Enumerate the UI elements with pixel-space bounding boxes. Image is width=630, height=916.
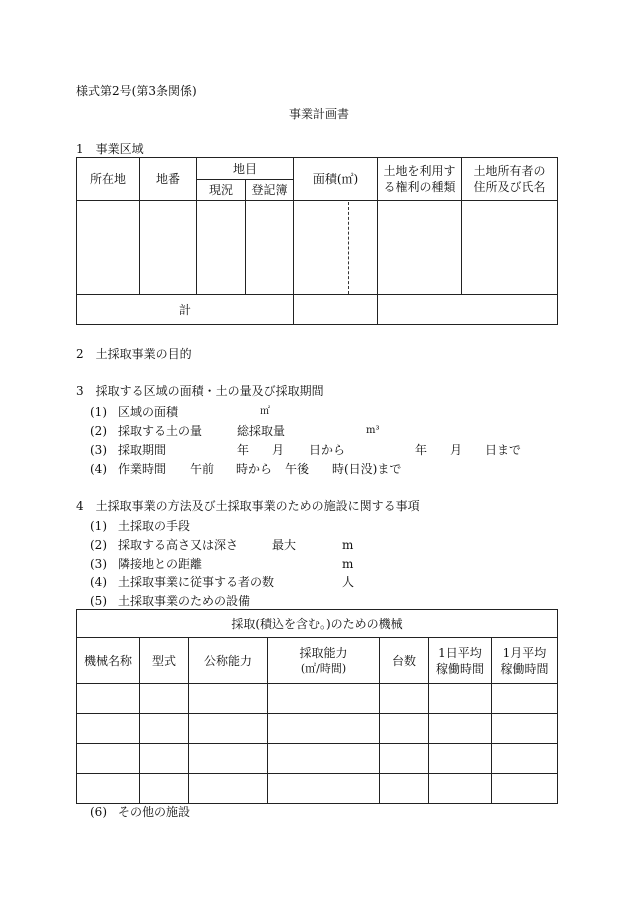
- cell-total-other[interactable]: [378, 295, 558, 325]
- s4-item4-unit: 人: [342, 575, 355, 589]
- table-cell[interactable]: [77, 714, 140, 744]
- table-cell[interactable]: [140, 774, 189, 804]
- cell-current[interactable]: [197, 201, 246, 295]
- table-cell[interactable]: [140, 684, 189, 714]
- table-cell[interactable]: [140, 744, 189, 774]
- machinery-caption: 採取(積込を含む。)のための機械: [77, 610, 558, 638]
- s3-item1-unit: ㎡: [260, 406, 270, 417]
- section3-heading: 3 採取する区域の面積・土の量及び採取期間: [76, 384, 324, 398]
- header-monthly-hours-line2: 稼働時間: [500, 661, 549, 676]
- s3-item4-num: (4): [90, 462, 107, 476]
- s4-item5-label: 土採取事業のための設備: [118, 594, 251, 608]
- s4-item5-num: (5): [90, 594, 107, 608]
- header-extraction-capacity-line2: (㎡/時間): [300, 661, 347, 675]
- s3-item1-label: 区域の面積: [118, 405, 179, 419]
- form-number: 様式第2号(第3条関係): [76, 84, 197, 98]
- header-extraction-capacity-line1: 採取能力: [299, 645, 348, 660]
- table-cell[interactable]: [268, 744, 380, 774]
- table-row: [77, 714, 558, 744]
- header-location: 所在地: [77, 158, 140, 201]
- section2-heading: 2 土採取事業の目的: [76, 347, 192, 361]
- cell-location[interactable]: [77, 201, 140, 295]
- table-cell[interactable]: [189, 684, 268, 714]
- table-cell[interactable]: [268, 774, 380, 804]
- table-cell[interactable]: [189, 714, 268, 744]
- s3-item4-from: 時から: [236, 462, 273, 476]
- table-row: [77, 744, 558, 774]
- table-cell[interactable]: [268, 684, 380, 714]
- header-owner-line1: 土地所有者の: [473, 164, 546, 178]
- s3-item4-label: 作業時間: [118, 462, 167, 476]
- header-land-category: 地目: [197, 158, 294, 180]
- table-cell[interactable]: [380, 714, 429, 744]
- cell-registry[interactable]: [246, 201, 294, 295]
- s3-item2-unit: m³: [366, 425, 380, 436]
- s4-item2-max: 最大: [272, 538, 297, 552]
- machinery-table: [76, 609, 558, 804]
- cell-owner[interactable]: [462, 201, 558, 295]
- header-registry: 登記簿: [246, 180, 294, 201]
- cell-area[interactable]: [294, 201, 378, 295]
- table-cell[interactable]: [140, 714, 189, 744]
- project-area-table: [76, 157, 558, 325]
- header-current: 現況: [197, 180, 246, 201]
- section4-heading: 4 土採取事業の方法及び土採取事業のための施設に関する事項: [76, 499, 420, 513]
- document-title: 事業計画書: [289, 107, 350, 121]
- table-cell[interactable]: [492, 774, 558, 804]
- s3-item3-day-until: 日まで: [485, 443, 522, 457]
- s4-item1-num: (1): [90, 519, 107, 533]
- s3-item3-year2: 年: [415, 443, 428, 457]
- table-cell[interactable]: [189, 744, 268, 774]
- s3-item2-num: (2): [90, 424, 107, 438]
- header-owner: [462, 158, 558, 201]
- s4-item4-label: 土採取事業に従事する者の数: [118, 575, 275, 589]
- header-monthly-hours: [492, 638, 558, 684]
- section1-heading: 1 事業区域: [76, 142, 144, 156]
- s3-item3-day-from: 日から: [309, 443, 346, 457]
- header-extraction-capacity: [268, 638, 380, 684]
- table-cell[interactable]: [77, 744, 140, 774]
- table-row: [77, 774, 558, 804]
- table-cell[interactable]: [429, 774, 492, 804]
- table-cell[interactable]: [492, 684, 558, 714]
- s4-item3-num: (3): [90, 557, 107, 571]
- header-rights-line1: 土地を利用す: [383, 164, 456, 178]
- table-cell[interactable]: [189, 774, 268, 804]
- header-unit-count: 台数: [380, 638, 429, 684]
- table-cell[interactable]: [380, 744, 429, 774]
- s3-item3-year1: 年: [237, 443, 250, 457]
- table-cell[interactable]: [492, 714, 558, 744]
- header-model: 型式: [140, 638, 189, 684]
- s4-item3-unit: m: [342, 557, 354, 571]
- s4-item2-label: 採取する高さ又は深さ: [118, 538, 239, 552]
- s3-item2-label: 採取する土の量: [118, 424, 203, 438]
- table-row: [77, 684, 558, 714]
- header-rights: [378, 158, 462, 201]
- s3-item4-until: 時(日没)まで: [332, 462, 402, 476]
- s3-item4-am: 午前: [190, 462, 215, 476]
- area-decimal-divider: [348, 202, 349, 294]
- s4-item6-label: その他の施設: [118, 805, 191, 819]
- s4-item1-label: 土採取の手段: [118, 519, 191, 533]
- header-machine-name: 機械名称: [77, 638, 140, 684]
- table-cell[interactable]: [77, 774, 140, 804]
- s4-item2-unit: m: [342, 538, 354, 552]
- header-rights-line2: る権利の種類: [383, 180, 456, 194]
- cell-rights[interactable]: [378, 201, 462, 295]
- s4-item3-label: 隣接地との距離: [118, 557, 203, 571]
- table-cell[interactable]: [492, 744, 558, 774]
- s3-item3-label: 採取期間: [118, 443, 167, 457]
- s3-item3-num: (3): [90, 443, 107, 457]
- table-cell[interactable]: [380, 774, 429, 804]
- s4-item6-num: (6): [90, 805, 107, 819]
- table-cell[interactable]: [429, 744, 492, 774]
- s4-item4-num: (4): [90, 575, 107, 589]
- header-daily-hours-line2: 稼働時間: [435, 661, 484, 676]
- s3-item2-sublabel: 総採取量: [237, 424, 286, 438]
- header-area: 面積(㎡): [294, 158, 378, 201]
- s4-item2-num: (2): [90, 538, 107, 552]
- cell-lot[interactable]: [140, 201, 197, 295]
- table-cell[interactable]: [380, 684, 429, 714]
- s3-item1-num: (1): [90, 405, 107, 419]
- s3-item3-month2: 月: [450, 443, 463, 457]
- table-cell[interactable]: [429, 684, 492, 714]
- table-cell[interactable]: [268, 714, 380, 744]
- header-daily-hours-line1: 1日平均: [438, 645, 482, 660]
- table-cell[interactable]: [429, 714, 492, 744]
- total-label: 計: [77, 295, 294, 325]
- table-cell[interactable]: [77, 684, 140, 714]
- header-owner-line2: 住所及び氏名: [473, 180, 546, 194]
- cell-total-area[interactable]: [294, 295, 378, 325]
- header-daily-hours: [429, 638, 492, 684]
- s3-item4-pm: 午後: [285, 462, 310, 476]
- s3-item3-month1: 月: [272, 443, 285, 457]
- header-lot: 地番: [140, 158, 197, 201]
- header-monthly-hours-line1: 1月平均: [502, 645, 547, 660]
- header-rated-capacity: 公称能力: [189, 638, 268, 684]
